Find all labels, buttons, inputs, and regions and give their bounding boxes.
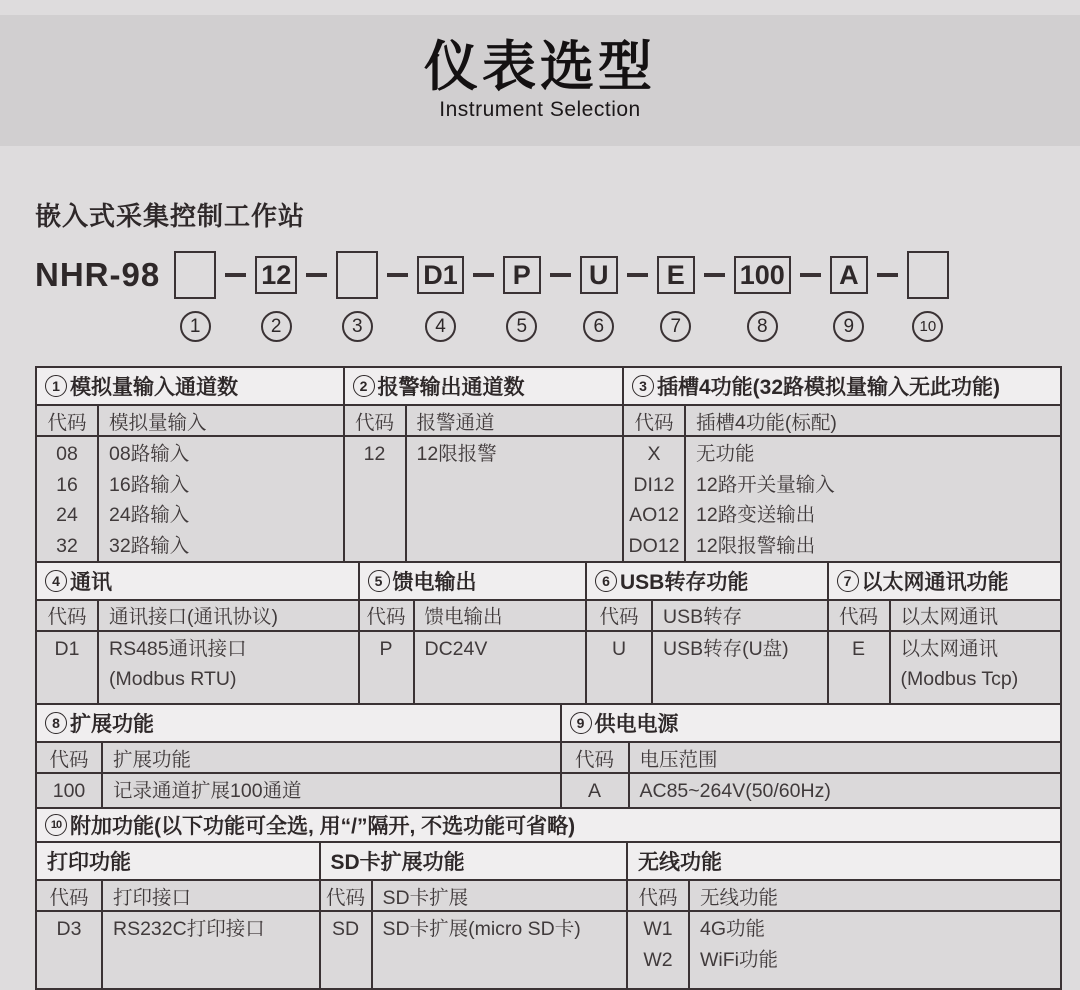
code-cell: U <box>611 637 627 660</box>
desc-column <box>99 437 343 561</box>
desc-cell: 12路变送输出 <box>696 504 816 526</box>
code-cell: 08 <box>56 443 78 465</box>
desc-cell: AC85~264V(50/60Hz) <box>639 780 831 802</box>
dash-line <box>473 273 494 278</box>
dash-separator <box>225 249 246 301</box>
column-headers <box>562 743 1061 774</box>
circled-number: 3 <box>342 311 373 342</box>
desc-cell: 记录通道扩展100通道 <box>113 780 302 802</box>
dash-line <box>877 273 898 278</box>
dash-line <box>550 273 571 278</box>
code-column-header: 代码 <box>562 743 630 772</box>
option-table-1 <box>35 366 345 563</box>
code-column <box>624 437 686 561</box>
code-column <box>562 774 630 807</box>
circled-number: 4 <box>425 311 456 342</box>
column-headers <box>321 881 627 912</box>
dash-line <box>704 273 725 278</box>
table-title <box>37 705 560 743</box>
circled-number: 9 <box>833 311 864 342</box>
code-box-area <box>907 249 949 301</box>
dash-line <box>306 273 327 278</box>
section-header-10 <box>35 807 1062 844</box>
code-box-area <box>503 249 541 301</box>
code-cell: E <box>851 637 865 660</box>
desc-column-header: 通讯接口(通讯协议) <box>109 606 278 628</box>
code-cell: A <box>587 780 601 802</box>
desc-cell: USB转存(U盘) <box>663 637 789 660</box>
dash-line <box>225 273 246 278</box>
circled-number: 7 <box>660 311 691 342</box>
table-body <box>37 774 560 807</box>
desc-column <box>103 774 560 807</box>
dash-line <box>800 273 821 278</box>
code-column <box>829 632 891 704</box>
table-title <box>562 705 1061 743</box>
option-table-7 <box>827 561 1063 706</box>
desc-column <box>415 632 586 704</box>
desc-cell: 12限报警输出 <box>696 534 816 557</box>
code-box-area <box>657 249 695 301</box>
desc-column <box>891 632 1061 704</box>
code-cell: 24 <box>56 504 78 526</box>
dash-separator <box>877 249 898 301</box>
option-table <box>319 841 629 990</box>
desc-column-header: USB转存 <box>663 606 743 628</box>
code-box-area <box>830 249 868 301</box>
code-column-header: 代码 <box>628 881 690 910</box>
desc-cell: 12路开关量输入 <box>696 473 835 496</box>
dash-separator <box>627 249 648 301</box>
code-segment-5 <box>503 249 541 342</box>
table-title-text: 插槽4功能(32路模拟量输入无此功能) <box>657 376 1001 399</box>
desc-column-header: 模拟量输入 <box>109 411 207 434</box>
table-body <box>37 912 319 988</box>
desc-cell: RS485通讯接口 <box>109 637 247 660</box>
main-content <box>0 196 1080 990</box>
table-title-text: 通讯 <box>70 570 112 594</box>
code-segment-2 <box>255 249 297 342</box>
desc-cell: DC24V <box>424 637 488 660</box>
table-body <box>37 632 358 704</box>
table-body <box>562 774 1061 807</box>
column-headers <box>37 881 319 912</box>
desc-column <box>686 437 1060 561</box>
desc-cell: 32路输入 <box>109 534 190 557</box>
option-table-2 <box>343 366 625 563</box>
table-title <box>37 563 358 601</box>
product-name: 嵌入式采集控制工作站 <box>35 201 306 231</box>
circled-number: 1 <box>45 375 67 397</box>
circled-number: 3 <box>632 375 654 397</box>
title-band <box>0 15 1080 146</box>
code-column <box>360 632 415 704</box>
table-body <box>360 632 586 704</box>
column-headers <box>37 601 358 632</box>
desc-column <box>373 912 627 988</box>
code-box-area <box>734 249 791 301</box>
table-band-3 <box>35 841 1062 990</box>
code-column-header: 代码 <box>37 406 99 435</box>
page-subtitle-en: Instrument Selection <box>439 97 641 121</box>
table-body <box>628 912 1060 988</box>
code-cell: W1 <box>643 918 673 940</box>
code-segment-9 <box>830 249 868 342</box>
section-title: 附加功能(以下功能可全选, 用“/”隔开, 不选功能可省略) <box>70 815 576 838</box>
dash-separator <box>473 249 494 301</box>
code-box: P <box>503 256 541 294</box>
code-cell: W2 <box>643 948 673 971</box>
column-headers <box>37 406 343 437</box>
code-segment-7 <box>657 249 695 342</box>
code-box-area <box>174 249 216 301</box>
desc-column <box>630 774 1061 807</box>
desc-column <box>99 632 358 704</box>
table-title <box>624 368 1060 406</box>
code-segment-10 <box>907 249 949 342</box>
code-column-header: 代码 <box>37 881 103 910</box>
model-prefix: NHR-98 <box>35 256 161 293</box>
circled-number: 10 <box>912 311 943 342</box>
code-box-area <box>580 249 618 301</box>
code-column <box>587 632 653 704</box>
code-cell: 16 <box>56 473 78 496</box>
table-title-text: SD卡扩展功能 <box>330 851 465 874</box>
option-table-4 <box>35 561 360 706</box>
selection-tables <box>35 366 1062 990</box>
desc-cell: WiFi功能 <box>700 948 778 971</box>
table-band-1 <box>35 561 1062 706</box>
code-box-area <box>417 249 464 301</box>
code-cell: D3 <box>56 918 82 940</box>
column-headers <box>829 601 1061 632</box>
code-cell: 32 <box>56 534 78 557</box>
code-column <box>37 912 103 988</box>
code-box <box>907 251 949 299</box>
table-band-0 <box>35 366 1062 563</box>
table-title <box>360 563 586 601</box>
code-box: 12 <box>255 256 297 294</box>
code-column-header: 代码 <box>587 601 653 630</box>
desc-column-header: 无线功能 <box>700 886 779 909</box>
table-title-text: 模拟量输入通道数 <box>70 376 238 399</box>
code-column <box>628 912 690 988</box>
code-column <box>345 437 407 561</box>
table-title <box>829 563 1061 601</box>
page-title: 仪表选型 <box>424 37 656 98</box>
code-cell: AO12 <box>629 504 679 526</box>
table-title <box>37 843 319 881</box>
desc-column-header: SD卡扩展 <box>382 886 469 909</box>
desc-column <box>103 912 319 988</box>
column-headers <box>345 406 623 437</box>
desc-cell: 16路输入 <box>109 473 190 496</box>
desc-cell: RS232C打印接口 <box>113 918 265 940</box>
option-table-5 <box>358 561 588 706</box>
code-segment-4 <box>417 249 464 342</box>
table-body <box>345 437 623 561</box>
desc-column-header: 以太网通讯 <box>900 606 999 628</box>
code-cell: D1 <box>54 637 80 660</box>
desc-column <box>653 632 827 704</box>
option-table-8 <box>35 703 562 809</box>
dash-line <box>627 273 648 278</box>
table-body <box>37 437 343 561</box>
desc-cell: 24路输入 <box>109 504 190 526</box>
code-segment-3 <box>336 249 378 342</box>
table-title-text: 报警输出通道数 <box>377 376 525 399</box>
desc-cell: (Modbus RTU) <box>109 668 237 690</box>
code-cell: SD <box>331 918 360 940</box>
ordering-code-row <box>35 249 1062 342</box>
table-band-2 <box>35 703 1062 809</box>
circled-number: 5 <box>506 311 537 342</box>
circled-number: 5 <box>368 570 390 592</box>
circled-number: 1 <box>180 311 211 342</box>
option-table-6 <box>585 561 829 706</box>
desc-column <box>407 437 623 561</box>
circled-number: 8 <box>45 712 67 734</box>
table-title-text: 无线功能 <box>638 851 722 874</box>
code-box <box>336 251 378 299</box>
desc-cell: 08路输入 <box>109 443 190 465</box>
circled-number: 9 <box>570 712 592 734</box>
code-cell: 12 <box>363 443 386 465</box>
circled-number: 8 <box>747 311 778 342</box>
code-column-header: 代码 <box>37 743 103 772</box>
code-cell: X <box>647 443 661 465</box>
code-box: 100 <box>734 256 791 294</box>
code-segment-8 <box>734 249 791 342</box>
column-headers <box>628 881 1060 912</box>
desc-cell: 12限报警 <box>416 443 497 465</box>
dash-separator <box>800 249 821 301</box>
code-column <box>37 437 99 561</box>
circled-number: 7 <box>837 570 859 592</box>
table-title <box>587 563 827 601</box>
code-box-area <box>336 249 378 301</box>
column-headers <box>37 743 560 774</box>
code-segment-1 <box>174 249 216 342</box>
desc-cell: SD卡扩展(micro SD卡) <box>382 918 581 940</box>
code-column-header: 代码 <box>360 601 415 630</box>
code-cell: DI12 <box>633 473 675 496</box>
desc-column-header: 报警通道 <box>416 411 495 434</box>
dash-separator <box>306 249 327 301</box>
code-box: A <box>830 256 868 294</box>
code-cell: DO12 <box>628 534 680 557</box>
table-body <box>829 632 1061 704</box>
code-column <box>321 912 373 988</box>
desc-column-header: 电压范围 <box>639 748 718 771</box>
code-cell: 100 <box>52 780 86 802</box>
table-body <box>624 437 1060 561</box>
code-column-header: 代码 <box>829 601 891 630</box>
desc-cell: 以太网通讯 <box>900 637 999 660</box>
code-box: D1 <box>417 256 464 294</box>
code-column <box>37 632 99 704</box>
desc-cell: 4G功能 <box>700 918 766 940</box>
code-box <box>174 251 216 299</box>
desc-column-header: 插槽4功能(标配) <box>696 411 837 434</box>
option-table <box>626 841 1062 990</box>
desc-column-header: 扩展功能 <box>113 748 192 771</box>
option-table <box>35 841 321 990</box>
circled-number: 10 <box>45 814 67 836</box>
column-headers <box>360 601 586 632</box>
column-headers <box>587 601 827 632</box>
table-body <box>321 912 627 988</box>
circled-number: 6 <box>595 570 617 592</box>
circled-number: 2 <box>261 311 292 342</box>
code-column-header: 代码 <box>37 601 99 630</box>
code-box: U <box>580 256 618 294</box>
table-title-text: 供电电源 <box>594 713 679 736</box>
dash-line <box>387 273 408 278</box>
dash-separator <box>550 249 571 301</box>
code-column-header: 代码 <box>321 881 373 910</box>
dash-separator <box>387 249 408 301</box>
option-table-3 <box>622 366 1062 563</box>
code-column <box>37 774 103 807</box>
dash-separator <box>704 249 725 301</box>
table-title <box>37 368 343 406</box>
table-title <box>628 843 1060 881</box>
code-box-area <box>255 249 297 301</box>
desc-cell: 无功能 <box>696 443 755 465</box>
desc-column <box>690 912 1060 988</box>
code-column-header: 代码 <box>624 406 686 435</box>
column-headers <box>624 406 1060 437</box>
code-column-header: 代码 <box>345 406 407 435</box>
table-title-text: 以太网通讯功能 <box>861 570 1009 594</box>
table-body <box>587 632 827 704</box>
option-table-9 <box>560 703 1063 809</box>
circled-number: 2 <box>353 375 375 397</box>
table-title <box>321 843 627 881</box>
desc-cell: (Modbus Tcp) <box>900 668 1019 690</box>
table-title-text: USB转存功能 <box>620 570 749 594</box>
table-title-text: 扩展功能 <box>70 713 154 736</box>
table-title <box>345 368 623 406</box>
table-title-text: 馈电输出 <box>392 570 477 594</box>
desc-column-header: 馈电输出 <box>424 606 503 628</box>
desc-column-header: 打印接口 <box>113 886 192 909</box>
circled-number: 6 <box>583 311 614 342</box>
code-segment-6 <box>580 249 618 342</box>
table-title-text: 打印功能 <box>47 851 131 874</box>
code-box: E <box>657 256 695 294</box>
top-strip <box>0 0 1080 15</box>
circled-number: 4 <box>45 570 67 592</box>
code-cell: P <box>379 637 393 660</box>
